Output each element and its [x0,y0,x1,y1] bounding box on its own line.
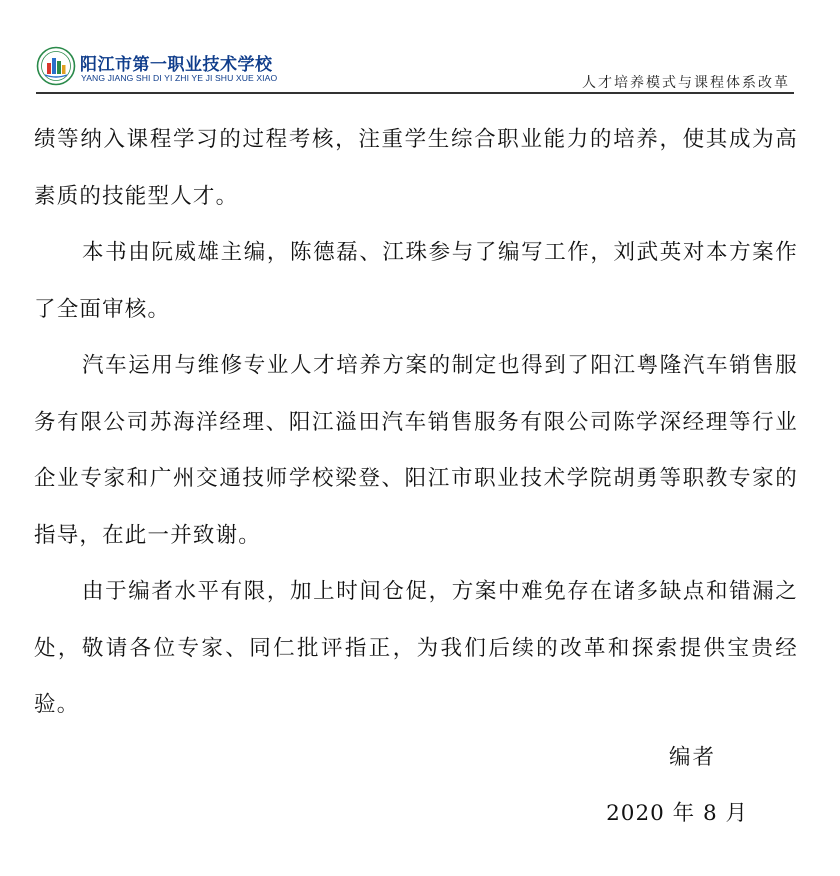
section-title: 人才培养模式与课程体系改革 [582,75,790,91]
signature: 编者 [668,745,716,770]
school-name: 阳江市第一职业技术学校 [80,55,273,75]
school-emblem-icon [36,46,76,86]
page-header [36,44,794,94]
date-line: 2020 年 8 月 [606,801,748,826]
school-name-pinyin: YANG JIANG SHI DI YI ZHI YE JI SHU XUE XIAO [81,73,278,83]
page-body [34,112,798,734]
header-divider [36,92,794,94]
body-paragraph-closing: 由于编者水平有限，加上时间仓促，方案中难免存在诸多缺点和错漏之处，敬请各位专家、同仁批评指正，为我们后续的改革和探索提供宝贵经验。 [34,579,798,717]
body-paragraph-authors: 本书由阮威雄主编，陈德磊、江珠参与了编写工作，刘武英对本方案作了全面审核。 [34,240,798,322]
body-paragraph-acknowledgements: 汽车运用与维修专业人才培养方案的制定也得到了阳江粤隆汽车销售服务有限公司苏海洋经理、阳江溢田汽车销售服务有限公司陈学深经理等行业企业专家和广州交通技师学校梁登、阳江市职业技术学院胡勇等职教专家的指导，在此一并致谢。 [34,353,798,548]
body-paragraph-continued: 绩等纳入课程学习的过程考核，注重学生综合职业能力的培养，使其成为高素质的技能型人才。 [34,127,798,209]
